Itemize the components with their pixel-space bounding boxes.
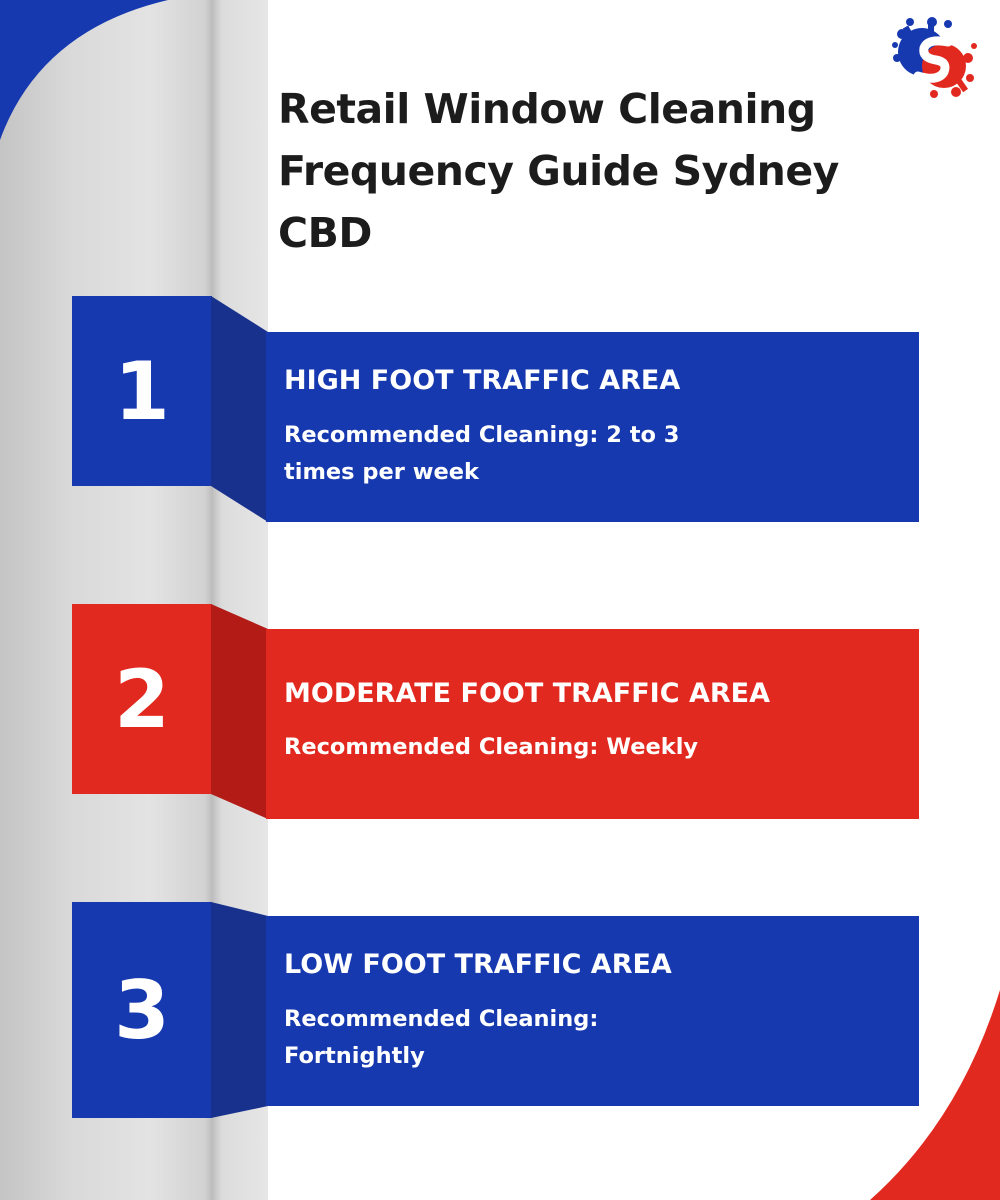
step-heading: LOW FOOT TRAFFIC AREA: [284, 949, 672, 980]
step-heading: HIGH FOOT TRAFFIC AREA: [284, 365, 681, 396]
step-heading: MODERATE FOOT TRAFFIC AREA: [284, 678, 770, 709]
step-description: [284, 729, 919, 766]
step-description-line: times per week: [284, 459, 479, 485]
step-number: 1: [114, 344, 170, 438]
paint-splash-logo-icon: [888, 12, 978, 102]
step-description: [284, 417, 919, 491]
step-number-box: [72, 296, 212, 486]
page-title: Retail Window Cleaning Frequency Guide Sydney CBD: [278, 85, 839, 257]
step-item-3: [0, 902, 1000, 1118]
step-description: [284, 1001, 919, 1075]
step-description-line: Fortnightly: [284, 1043, 425, 1069]
step-content-box: [266, 629, 919, 819]
step-number-box: [72, 902, 212, 1118]
step-fold-shadow: [211, 296, 268, 522]
step-description-line: Recommended Cleaning: Weekly: [284, 734, 699, 760]
corner-decoration-top-left: [0, 0, 300, 300]
step-description-line: Recommended Cleaning:: [284, 1006, 599, 1032]
step-number-box: [72, 604, 212, 794]
step-number: 3: [114, 963, 170, 1057]
step-item-1: [0, 296, 1000, 522]
step-number: 2: [114, 652, 170, 746]
step-content-box: [266, 332, 919, 522]
step-description-line: Recommended Cleaning: 2 to 3: [284, 422, 680, 448]
step-content-box: [266, 916, 919, 1106]
step-item-2: [0, 604, 1000, 819]
step-fold-shadow: [211, 902, 268, 1118]
step-fold-shadow: [211, 604, 268, 819]
